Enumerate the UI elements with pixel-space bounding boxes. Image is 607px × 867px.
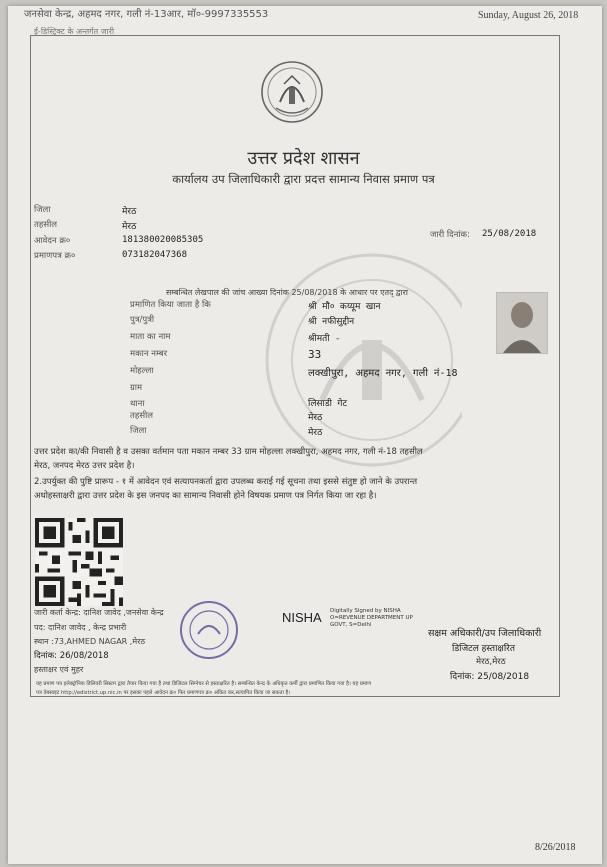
digital-sign-detail-2: O=REVENUE DEPARTMENT UP: [330, 615, 413, 621]
detail-label-tehsil: तहसील: [130, 411, 154, 421]
issue-date-label: जारी दिनांक:: [430, 230, 470, 240]
detail-value-mother: श्रीमती -: [308, 334, 341, 344]
detail-label-certified: प्रमाणित किया जाता है कि: [130, 300, 211, 310]
field-label-tehsil: तहसील: [34, 220, 58, 230]
field-value-district: मेरठ: [122, 207, 137, 217]
document-subtitle: कार्यालय उप जिलाधिकारी द्वारा प्रदत्त सामान्य निवास प्रमाण पत्र: [172, 172, 435, 186]
verification-note: सम्बन्धित लेखपाल की जांच आख्या दिनांक 25/08/2018 के आधार पर एतद् द्वारा: [166, 288, 408, 297]
applicant-photo: [496, 292, 548, 354]
detail-value-father: श्री नफीसुद्दीन: [308, 317, 355, 327]
document-title: उत्तर प्रदेश शासन: [247, 148, 360, 169]
issuer-center: जारी कर्ता केन्द्र: दानिश जावेद ,जनसेवा केन्द्र: [34, 608, 164, 617]
print-date: Sunday, August 26, 2018: [478, 10, 579, 21]
issuer-date: दिनांक: 26/08/2018: [34, 651, 109, 661]
field-value-certificate-no: 073182047368: [122, 250, 188, 260]
service-center-info: जनसेवा केन्द्र, अहमद नगर, गली नं-13आर, मॉ०-9997335553: [24, 9, 269, 20]
field-label-certificate-no: प्रमाणपत्र क्र०: [34, 251, 76, 261]
up-government-emblem: [260, 58, 324, 128]
detail-label-police-station: थाना: [130, 399, 145, 409]
detail-value-tehsil: मेरठ: [308, 413, 323, 423]
issuer-name: पद: दानिश जावेद , केन्द्र प्रभारी: [34, 623, 127, 632]
digital-sign-detail-3: GOVT, S=Delhi: [330, 622, 372, 628]
issuer-sign-label: हस्ताक्षर एवं मुहर: [34, 665, 84, 674]
footer-note-line-1: यह प्रमाण पत्र इलेक्ट्रॉनिक डिलिवरी सिस्टम द्वारा तैयार किया गया है तथा डिजिटल सिग्नेचर से हस्ताक्षरित है। सम्बन्धित केन्द्र के अधिकृत कर्मी द्वारा प्रमाणित किया गया है। यह प्रमाण: [36, 681, 371, 687]
officer-title: सक्षम अधिकारी/उप जिलाधिकारी: [428, 628, 542, 639]
detail-value-locality: लक्खीपुरा, अहमद नगर, गली नं-18: [308, 368, 458, 379]
footer-note-line-2: पत्र वेबसाइट http://edistrict.up.nic.in पर इसका पहले आवेदन क्र० फिर प्रमाणपत्र क्र० अंकित कर,सत्यापित किया जा सकता है।: [36, 690, 291, 696]
field-label-application-no: आवेदन क्र०: [34, 236, 71, 246]
person-photo-icon: [497, 293, 547, 353]
field-label-district: जिला: [34, 205, 51, 215]
body-line-2: मेरठ, जनपद मेरठ उत्तर प्रदेश है।: [34, 461, 135, 471]
officer-date: दिनांक: 25/08/2018: [450, 672, 530, 682]
digital-sign-detail-1: Digitally Signed by NISHA: [330, 608, 401, 614]
field-value-application-no: 181380020085305: [122, 235, 204, 245]
issue-date-value: 25/08/2018: [482, 229, 537, 239]
detail-label-locality: मोहल्ला: [130, 366, 154, 376]
detail-label-house-no: मकान नम्बर: [130, 349, 168, 359]
body-line-4: अधोहस्ताक्षरी द्वारा उत्तर प्रदेश के इस जनपद का सामान्य निवासी होने विषयक प्रमाण पत्र निर्गत किया जा रहा है।: [34, 491, 377, 501]
detail-label-district: जिला: [130, 426, 147, 436]
bottom-stamp-date: 8/26/2018: [535, 842, 576, 853]
detail-value-house-no: 33: [308, 348, 322, 361]
detail-label-mother: माता का नाम: [130, 332, 171, 342]
detail-value-name: श्री मौ० कय्यूम खान: [308, 302, 381, 312]
detail-label-village: ग्राम: [130, 383, 143, 393]
issuer-place: स्थान :73,AHMED NAGAR ,मेरठ: [34, 637, 146, 646]
edistrict-note: ई-डिस्ट्रिक्ट के अन्तर्गत जारी: [34, 27, 115, 36]
officer-place: मेरठ,मेरठ: [476, 657, 506, 667]
body-line-3: 2.उपर्युक्त की पुष्टि प्रारूप - १ में आवेदन एवं सत्यापनकर्ता द्वारा उपलब्ध कराई गई सूचना तथा इससे संतुष्ट हो जाने के उपरान्त: [34, 477, 418, 487]
center-seal-stamp-icon: [178, 598, 240, 662]
detail-label-son-of: पुत्र/पुत्री: [130, 315, 155, 325]
detail-value-district: मेरठ: [308, 428, 323, 438]
detail-value-police-station: लिसाडी गेट: [308, 399, 348, 409]
qr-code-icon: [35, 518, 123, 606]
body-line-1: उत्तर प्रदेश का/की निवासी है व उसका वर्तमान पता मकान नम्बर 33 ग्राम मोहल्ला लक्खीपुरा, अहमद नगर, गली नं-18 तहसील: [34, 447, 423, 457]
officer-sign: डिजिटल हस्ताक्षरित: [452, 644, 515, 654]
digital-signer-name: NISHA: [282, 610, 322, 625]
field-value-tehsil: मेरठ: [122, 222, 137, 232]
